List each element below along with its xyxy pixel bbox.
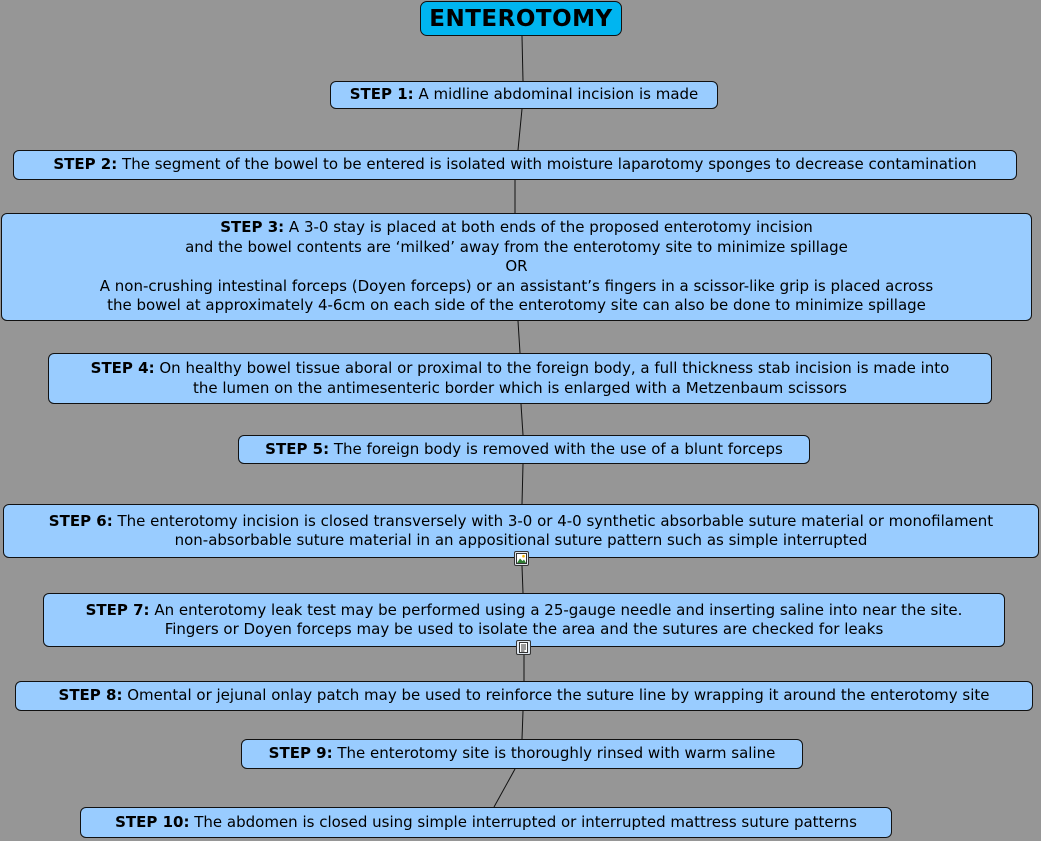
step-3-node[interactable] [1, 213, 1032, 321]
step-2-node[interactable] [13, 150, 1017, 180]
step-3-text-line-3: OR [505, 257, 528, 276]
title-node[interactable] [420, 1, 622, 36]
step-3-label: STEP 3: [220, 218, 285, 237]
step-1-text: A midline abdominal incision is made [418, 85, 699, 104]
step-7-document-attachment[interactable] [516, 640, 531, 655]
step-6-text-line-1: The enterotomy incision is closed transversely with 3-0 or 4-0 synthetic absorbable suture material or monofilament [117, 511, 994, 530]
step-5-label: STEP 5: [265, 439, 330, 458]
connector-title-step1 [522, 36, 523, 81]
step-4-text-line-1: On healthy bowel tissue aboral or proximal to the foreign body, a full thickness stab incision is made into [159, 359, 950, 377]
connector-step6-step7 [522, 566, 523, 593]
step-1-label: STEP 1: [349, 85, 414, 104]
step-3-text-line-1: A 3-0 stay is placed at both ends of the proposed enterotomy incision [288, 218, 813, 237]
step-3-text-line-2: and the bowel contents are ‘milked’ away from the enterotomy site to minimize spillage [185, 237, 848, 256]
step-8-label: STEP 8: [58, 686, 123, 705]
document-icon [518, 642, 529, 653]
step-6-image-attachment[interactable] [514, 551, 529, 566]
connector-step9-step10 [494, 769, 515, 807]
step-8-node[interactable] [15, 681, 1033, 711]
step-7-text-line-1: An enterotomy leak test may be performed using a 25-gauge needle and inserting saline into near the site. [154, 600, 963, 619]
connector-step8-step9 [522, 711, 523, 739]
step-5-text: The foreign body is removed with the use of a blunt forceps [333, 439, 783, 458]
step-9-node[interactable] [241, 739, 803, 769]
connector-step1-step2 [518, 109, 522, 150]
title-text: ENTEROTOMY [429, 5, 613, 32]
image-icon [516, 553, 527, 564]
connector-step5-step6 [522, 464, 523, 504]
step-4-node[interactable] [48, 353, 992, 404]
step-2-text: The segment of the bowel to be entered is isolated with moisture laparotomy sponges to decrease contamination [122, 155, 977, 174]
step-1-node[interactable] [330, 81, 718, 109]
step-3-text-line-5: the bowel at approximately 4-6cm on each side of the enterotomy site can also be done to minimize spillage [107, 296, 926, 315]
step-8-text: Omental or jejunal onlay patch may be used to reinforce the suture line by wrapping it around the enterotomy site [127, 686, 990, 705]
step-2-label: STEP 2: [53, 155, 118, 174]
step-3-text-line-4: A non-crushing intestinal forceps (Doyen forceps) or an assistant’s fingers in a scissor-like grip is placed across [99, 276, 934, 295]
step-10-text: The abdomen is closed using simple interrupted or interrupted mattress suture patterns [194, 812, 857, 831]
connector-step4-step5 [521, 404, 523, 435]
step-5-node[interactable] [238, 435, 810, 464]
step-7-node[interactable] [43, 593, 1005, 647]
step-6-text-line-2: non-absorbable suture material in an appositional suture pattern such as simple interrupted [174, 531, 868, 549]
step-6-label: STEP 6: [48, 511, 113, 530]
step-10-label: STEP 10: [115, 812, 190, 831]
step-7-label: STEP 7: [85, 600, 150, 619]
step-10-node[interactable] [80, 807, 892, 838]
step-9-label: STEP 9: [268, 744, 333, 763]
step-7-text-line-2: Fingers or Doyen forceps may be used to isolate the area and the sutures are checked for leaks [164, 620, 884, 638]
step-4-label: STEP 4: [90, 359, 155, 377]
step-4-text-line-2: the lumen on the antimesenteric border which is enlarged with a Metzenbaum scissors [193, 378, 847, 397]
connector-step3-step4 [518, 321, 520, 353]
step-6-node[interactable] [3, 504, 1039, 558]
step-9-text: The enterotomy site is thoroughly rinsed with warm saline [337, 744, 776, 763]
